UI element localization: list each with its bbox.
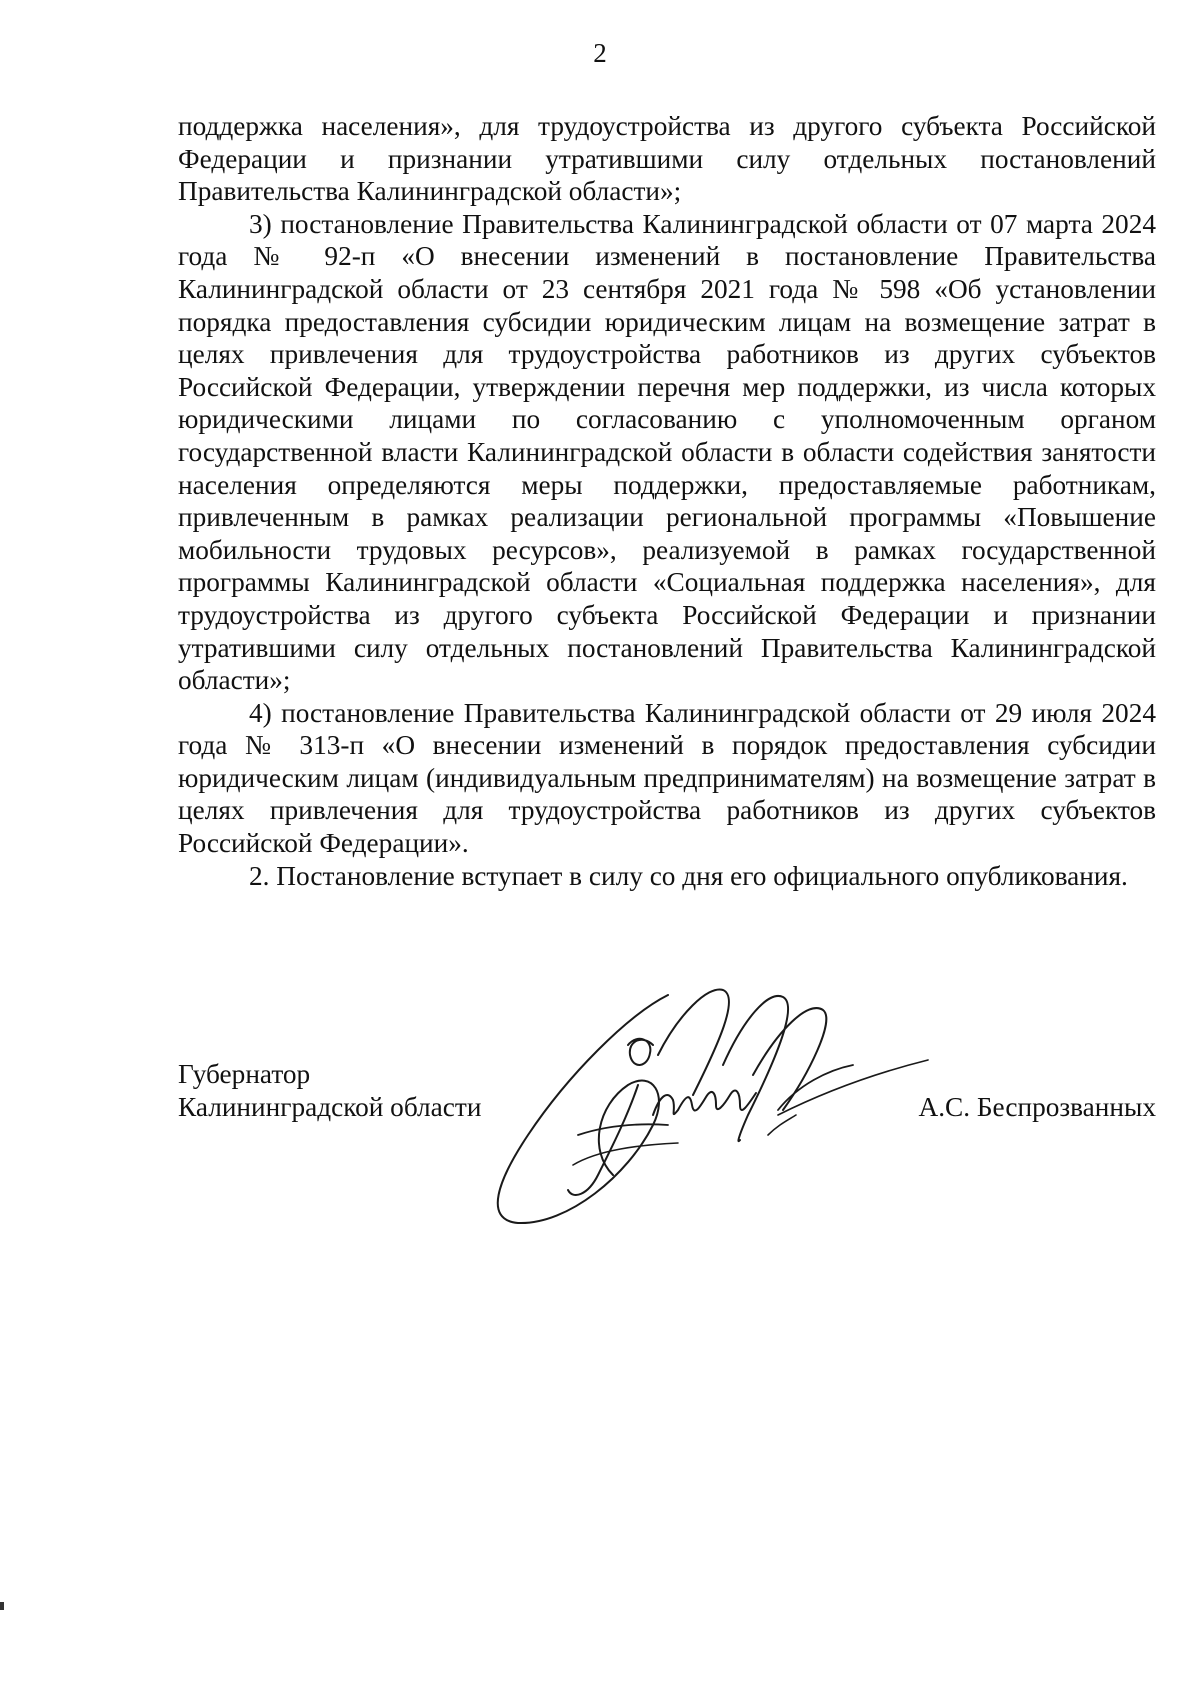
paragraph-continuation: поддержка населения», для трудоустройства из другого субъекта Российской Федерации и признании утратившими силу отдельных постановлений Правительства Калининградской области»; [178, 111, 1156, 207]
signature-block [178, 1058, 1156, 1138]
list-item-4: 4) постановление Правительства Калининградской области от 29 июля 2024 года № 313-п «О внесении изменений в порядок предоставления субсидии юридическим лицам (индивидуальным предпринимателям) на возмещение затрат в целях привлечения для трудоустройства работников из других субъектов Российской Федерации». [178, 697, 1156, 859]
clause-2: 2. Постановление вступает в силу со дня его официального опубликования. [249, 860, 1128, 891]
page-number: 2 [593, 38, 607, 68]
scan-artifact [0, 1602, 4, 1610]
signer-title-line2: Калининградской области [178, 1092, 482, 1122]
document-body [178, 110, 1156, 892]
list-item-3: 3) постановление Правительства Калининградской области от 07 марта 2024 года № 92-п «О внесении изменений в постановление Правительства Калининградской области от 23 сентября 2021 года № 598 «Об установлении порядка предоставления субсидии юридическим лицам на возмещение затрат в целях привлечения для трудоустройства работников из других субъектов Российской Федерации, утверждении перечня мер поддержки, из числа которых юридическими лицами по согласованию с уполномоченным органом государственной власти Калининградской области в области содействия занятости населения определяются меры поддержки, предоставляемые работникам, привлеченным в рамках реализации региональной программы «Повышение мобильности трудовых ресурсов», реализуемой в рамках государственной программы Калининградской области «Социальная поддержка населения», для трудоустройства из другого субъекта Российской Федерации и признании утратившими силу отдельных постановлений Правительства Калининградской области»; [178, 208, 1156, 696]
signer-title [178, 1058, 481, 1124]
signer-title-line1: Губернатор [178, 1059, 311, 1089]
signer-name: А.С. Беспрозванных [918, 1092, 1156, 1122]
